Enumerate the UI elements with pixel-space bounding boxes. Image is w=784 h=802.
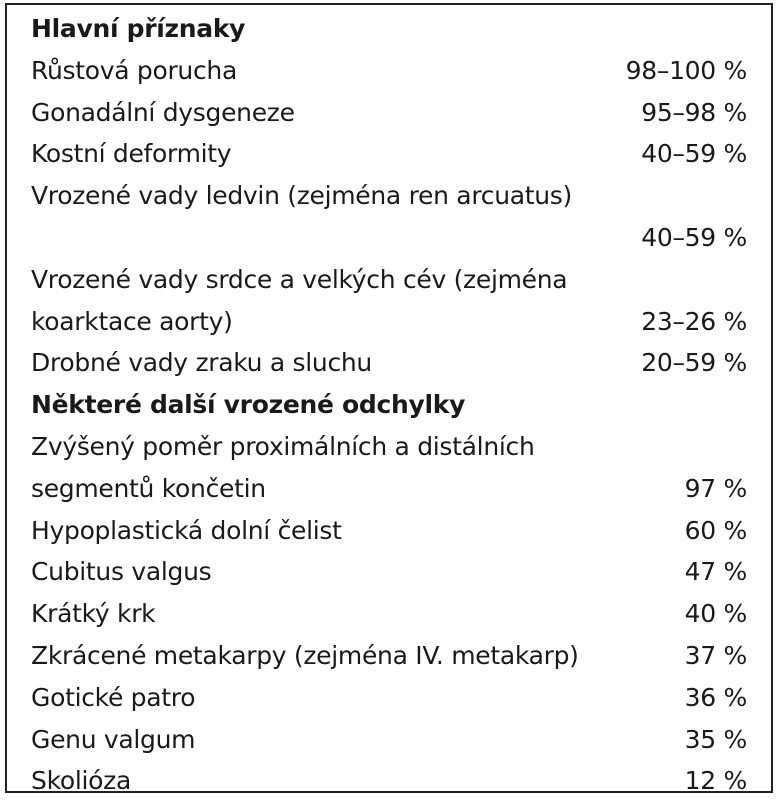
- table-row: [31, 677, 773, 719]
- row-label: Cubitus valgus: [31, 557, 212, 587]
- table-row: [31, 342, 773, 384]
- row-value: 60 %: [684, 515, 747, 545]
- row-value: 36 %: [684, 682, 747, 712]
- row-value: 20–59 %: [641, 348, 747, 378]
- row-label: Růstová porucha: [31, 55, 237, 85]
- row-label: Kostní deformity: [31, 139, 232, 169]
- table-row: [31, 217, 773, 259]
- section-heading: [31, 384, 773, 426]
- row-label: Zvýšený poměr proximálních a distálních: [31, 431, 535, 461]
- row-label: Drobné vady zraku a sluchu: [31, 348, 372, 378]
- table-row: [31, 593, 773, 635]
- table-row: [31, 133, 773, 175]
- row-value: 40–59 %: [641, 139, 747, 169]
- row-label: Gotické patro: [31, 682, 196, 712]
- heading-label: Některé další vrozené odchylky: [31, 390, 466, 420]
- table-body: [31, 8, 773, 802]
- table-row: [31, 175, 773, 217]
- heading-label: Hlavní příznaky: [31, 14, 246, 43]
- table-row: [31, 635, 773, 677]
- row-label: Krátký krk: [31, 599, 156, 629]
- row-value: 12 %: [684, 766, 747, 796]
- table-row: [31, 551, 773, 593]
- row-value: 98–100 %: [625, 55, 747, 85]
- row-value: 47 %: [684, 557, 747, 587]
- row-label: koarktace aorty): [31, 306, 233, 336]
- table-row: [31, 510, 773, 552]
- row-label: segmentů končetin: [31, 473, 266, 503]
- row-label: Gonadální dysgeneze: [31, 97, 295, 127]
- row-label: Vrozené vady ledvin (zejména ren arcuatus): [31, 181, 572, 211]
- table-row: [31, 468, 773, 510]
- row-label: Genu valgum: [31, 724, 196, 754]
- table-row: [31, 92, 773, 134]
- row-label: Skolióza: [31, 766, 131, 796]
- table-row: [31, 50, 773, 92]
- row-value: 95–98 %: [641, 97, 747, 127]
- row-value: 23–26 %: [641, 306, 747, 336]
- row-value: 40 %: [684, 599, 747, 629]
- symptom-table: [5, 3, 773, 796]
- table-row: [31, 719, 773, 761]
- row-value: 97 %: [684, 473, 747, 503]
- table-row: [31, 259, 773, 301]
- row-value: 37 %: [684, 640, 747, 670]
- row-label: Zkrácené metakarpy (zejména IV. metakarp): [31, 640, 579, 670]
- table-row: [31, 760, 773, 802]
- row-value: 40–59 %: [641, 222, 747, 252]
- row-label: Hypoplastická dolní čelist: [31, 515, 342, 545]
- row-value: 35 %: [684, 724, 747, 754]
- section-heading: [31, 8, 773, 50]
- table-row: [31, 301, 773, 343]
- row-label: Vrozené vady srdce a velkých cév (zejména: [31, 264, 568, 294]
- table-row: [31, 426, 773, 468]
